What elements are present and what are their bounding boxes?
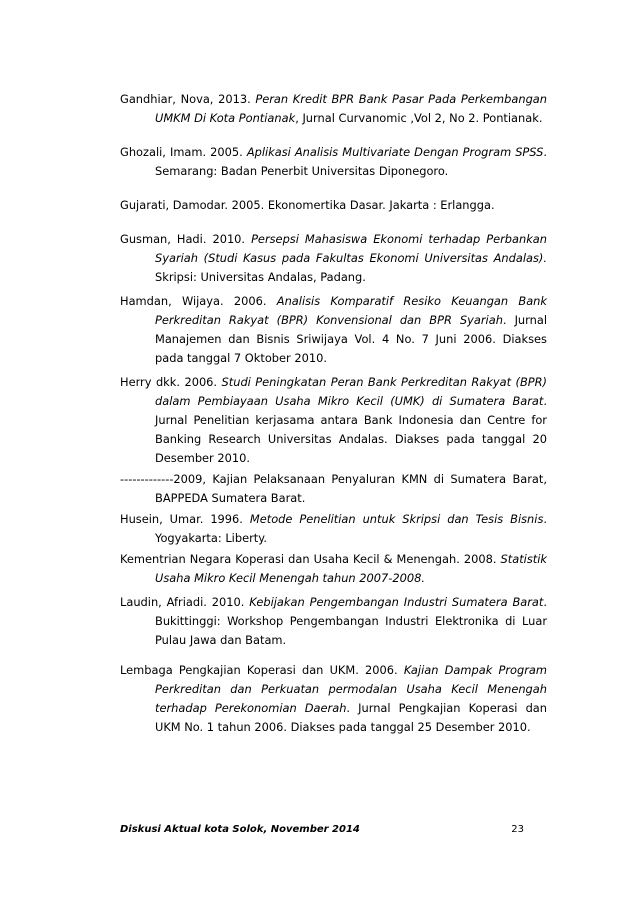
reference-title: Studi Peningkatan Peran Bank Perkreditan Rakyat (BPR) dalam Pembiayaan Usaha Mikro Kecil (UMK) di Sumatera Barat: [155, 375, 548, 408]
reference-authors: Hamdan, Wijaya. 2006.: [120, 294, 277, 308]
reference-authors: Herry dkk. 2006.: [120, 375, 222, 389]
reference-title: Analisis Komparatif Resiko Keuangan Bank Perkreditan Rakyat (BPR) Konvensional dan BPR Syariah: [155, 294, 548, 327]
reference-authors: -------------2009, Kajian Pelaksanaan Penyaluran KMN di Sumatera Barat, BAPPEDA Sumatera Barat.: [120, 472, 547, 505]
reference-source: . Bukittinggi: Workshop Pengembangan Industri Elektronika di Luar Pulau Jawa dan Batam.: [155, 595, 547, 647]
reference-entry: [120, 550, 547, 588]
reference-entry: [120, 90, 547, 128]
reference-entry: [120, 593, 547, 650]
reference-entry: [120, 196, 547, 215]
reference-authors: Gusman, Hadi. 2010.: [120, 232, 252, 246]
reference-title: Kebijakan Pengembangan Industri Sumatera Barat: [249, 595, 544, 609]
reference-source: Skripsi: Universitas Andalas, Padang.: [155, 270, 366, 284]
reference-title: Metode Penelitian untuk Skripsi dan Tesis Bisnis: [249, 512, 544, 526]
reference-authors: Kementrian Negara Koperasi dan Usaha Kecil & Menengah. 2008.: [120, 552, 501, 566]
reference-authors: Gandhiar, Nova, 2013.: [120, 92, 256, 106]
reference-source: , Jurnal Curvanomic ,Vol 2, No 2. Pontianak.: [295, 111, 543, 125]
reference-entry: [120, 510, 547, 548]
reference-source: . Jurnal Manajemen dan Bisnis Sriwijaya Vol. 4 No. 7 Juni 2006. Diakses pada tanggal 7 Oktober 2010.: [155, 313, 547, 365]
reference-entry: [120, 373, 547, 468]
reference-title: Aplikasi Analisis Multivariate Dengan Program SPSS: [246, 145, 544, 159]
reference-authors: Lembaga Pengkajian Koperasi dan UKM. 2006.: [120, 663, 404, 677]
reference-entry: [120, 470, 547, 508]
reference-source: . Yogyakarta: Liberty.: [155, 512, 548, 545]
page-footer: [120, 823, 524, 837]
reference-title: Statistik Usaha Mikro Kecil Menengah tahun 2007-2008.: [155, 552, 547, 585]
reference-source: . Jurnal Pengkajian Koperasi dan UKM No. 1 tahun 2006. Diakses pada tanggal 25 Desember 2010.: [155, 701, 547, 734]
page-number: 23: [511, 824, 524, 835]
reference-authors: Husein, Umar. 1996.: [120, 512, 250, 526]
reference-list: [120, 90, 547, 737]
footer-caption: Diskusi Aktual kota Solok, November 2014: [120, 824, 360, 835]
reference-title: Kajian Dampak Program Perkreditan dan Perkuatan permodalan Usaha Kecil Menengah terhadap Perekonomian Daerah: [155, 663, 547, 715]
reference-authors: Gujarati, Damodar. 2005. Ekonomertika Dasar. Jakarta : Erlangga.: [120, 198, 495, 212]
reference-entry: [120, 230, 547, 287]
reference-entry: [120, 143, 547, 181]
reference-authors: Ghozali, Imam. 2005.: [120, 145, 247, 159]
reference-title: Persepsi Mahasiswa Ekonomi terhadap Perbankan Syariah (Studi Kasus pada Fakultas Ekonomi Universitas Andalas).: [155, 232, 547, 265]
reference-title: Peran Kredit BPR Bank Pasar Pada Perkembangan UMKM Di Kota Pontianak: [155, 92, 547, 125]
reference-entry: [120, 292, 547, 368]
reference-authors: Laudin, Afriadi. 2010.: [120, 595, 250, 609]
reference-entry: [120, 661, 547, 737]
reference-source: . Semarang: Badan Penerbit Universitas Diponegoro.: [155, 145, 547, 178]
reference-source: . Jurnal Penelitian kerjasama antara Bank Indonesia dan Centre for Banking Research Universitas Andalas. Diakses pada tanggal 20 Desember 2010.: [155, 394, 547, 465]
